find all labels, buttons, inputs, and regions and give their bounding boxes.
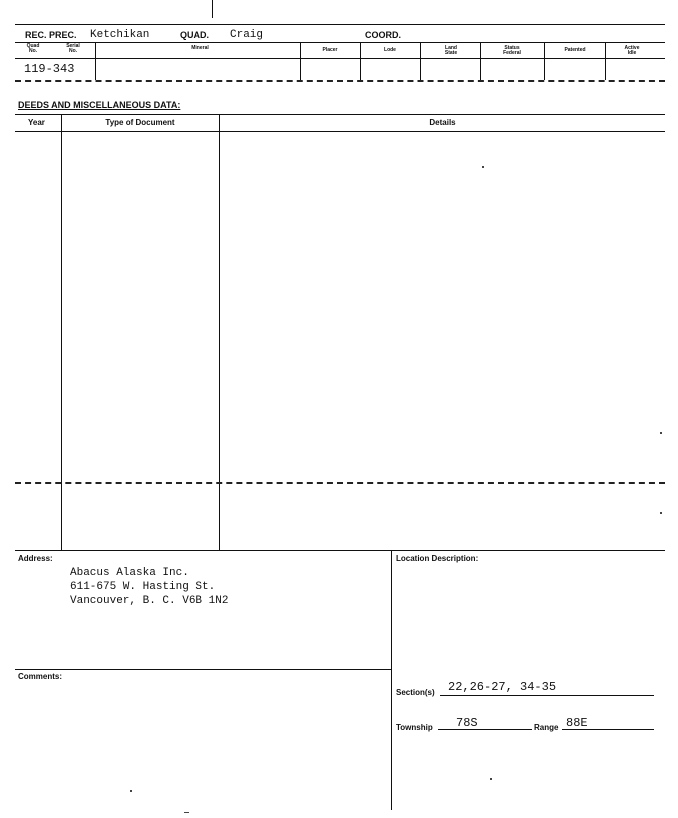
claim-bottom-dashed: [15, 80, 665, 82]
claim-col-div: [420, 42, 421, 80]
rec-prec-value: Ketchikan: [90, 29, 150, 41]
claim-header-rule: [15, 58, 665, 59]
scan-speck: [660, 432, 662, 434]
claim-col-div: [480, 42, 481, 80]
quad-label: QUAD.: [180, 30, 209, 40]
section-value: 22,26-27, 34-35: [448, 680, 557, 694]
range-label: Range: [534, 723, 559, 732]
col-active-idle: Active Idle: [624, 45, 640, 56]
scan-speck: [482, 166, 484, 168]
scan-speck: [660, 512, 662, 514]
col-status-federal: Status Federal: [503, 45, 521, 56]
col-quad-no: Quad No.: [26, 43, 40, 54]
deeds-section-title: DEEDS AND MISCELLANEOUS DATA:: [18, 100, 181, 110]
address-location-divider: [391, 550, 392, 810]
deeds-top-rule: [15, 114, 665, 115]
col-mineral: Mineral: [191, 45, 209, 51]
address-top-rule: [15, 550, 665, 551]
col-year: Year: [28, 118, 45, 127]
col-placer: Placer: [322, 47, 338, 53]
scan-speck: [130, 790, 132, 792]
section-underline: [440, 695, 654, 696]
claim-col-div: [605, 42, 606, 80]
comments-label: Comments:: [18, 672, 63, 681]
col-type-of-document: Type of Document: [105, 118, 175, 127]
deeds-col-div-type: [219, 114, 220, 550]
quad-serial-value: 119-343: [24, 62, 75, 76]
claim-col-div: [300, 42, 301, 80]
col-land-state: Land State: [444, 45, 458, 56]
scan-speck: [490, 778, 492, 780]
quad-value: Craig: [230, 29, 264, 41]
claim-col-div: [544, 42, 545, 80]
col-serial-no: Serial No.: [66, 43, 80, 54]
claim-col-div: [95, 42, 96, 80]
township-value: 78S: [456, 716, 478, 730]
header-top-rule: [15, 24, 665, 25]
deeds-col-div-year: [61, 114, 62, 550]
township-label: Township: [396, 723, 433, 732]
deeds-dashed-divider: [15, 482, 665, 484]
comments-top-rule: [15, 669, 391, 670]
col-lode: Lode: [384, 47, 396, 53]
address-label: Address:: [18, 554, 53, 563]
deeds-header-rule: [15, 131, 665, 132]
township-underline: [438, 729, 532, 730]
scan-speck: [184, 812, 189, 813]
col-details: Details: [429, 118, 456, 127]
location-description-label: Location Description:: [396, 554, 479, 563]
top-tick: [212, 0, 213, 18]
range-value: 88E: [566, 716, 588, 730]
col-patented: Patented: [564, 47, 586, 53]
claim-col-div: [360, 42, 361, 80]
coord-label: COORD.: [365, 30, 401, 40]
section-label: Section(s): [396, 688, 435, 697]
address-text: Abacus Alaska Inc. 611-675 W. Hasting St. Vancouver, B. C. V6B 1N2: [70, 567, 229, 607]
rec-prec-label: REC. PREC.: [25, 30, 77, 40]
header-rule: [15, 42, 665, 43]
